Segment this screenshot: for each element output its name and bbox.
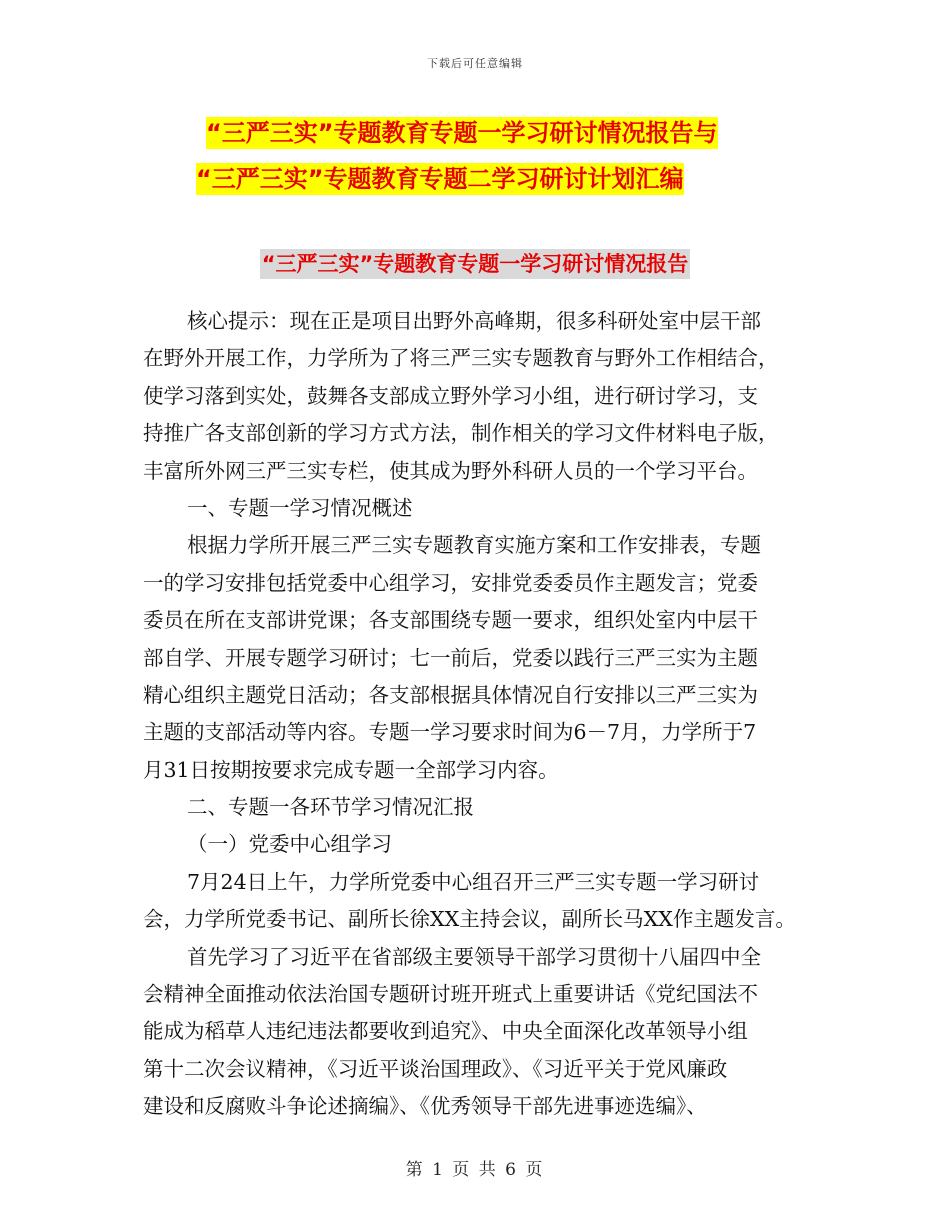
body-line: 会精神全面推动依法治国专题研讨班开班式上重要讲话《党纪国法不 [143,982,758,1007]
section-title [0,248,950,278]
document-body [143,303,813,1126]
document-title-line-1-text: “三严三实”专题教育专题一学习研讨情况报告与 [206,119,718,147]
body-line: 使学习落到实处，鼓舞各支部成立野外学习小组，进行研讨学习，支 [143,383,758,408]
page-header-note: 下载后可任意编辑 [427,57,523,70]
body-subheading-1: （一）党委中心组学习 [187,832,392,857]
body-line: 核心提示：现在正是项目出野外高峰期，很多科研处室中层干部 [187,309,761,333]
body-line: 部自学、开展专题学习研讨；七一前后，党委以践行三严三实为主题 [143,645,758,670]
body-line: 在野外开展工作，力学所为了将三严三实专题教育与野外工作相结合， [143,346,779,371]
body-line: 精心组织主题党日活动；各支部根据具体情况自行安排以三严三实为 [143,682,758,707]
body-line: 建设和反腐败斗争论述摘编》、《优秀领导干部先进事迹选编》、 [143,1094,707,1119]
body-line: 7月24日上午，力学所党委中心组召开三严三实专题一学习研讨 [187,869,760,894]
body-line: 月31日按期按要求完成专题一全部学习内容。 [143,757,559,782]
body-line: 一的学习安排包括党委中心组学习，安排党委委员作主题发言；党委 [143,570,758,595]
body-heading-2: 二、专题一各环节学习情况汇报 [187,795,474,820]
body-line: 能成为稻草人违纪违法都要收到追究》、中央全面深化改革领导小组 [143,1019,748,1044]
document-title-line-2-text: “三严三实”专题教育专题二学习研讨计划汇编 [196,165,684,193]
document-title-line-2 [0,159,950,194]
body-line: 第十二次会议精神，《习近平谈治国理政》、《习近平关于党风廉政 [143,1056,728,1081]
body-line: 首先学习了习近平在省部级主要领导干部学习贯彻十八届四中全 [187,944,761,969]
document-title-line-1 [0,113,950,148]
page-number-footer: 第 1 页 共 6 页 [405,1160,545,1180]
body-heading-1: 一、专题一学习情况概述 [187,495,413,520]
body-line: 持推广各支部创新的学习方式方法，制作相关的学习文件材料电子版， [143,421,779,446]
body-line: 丰富所外网三严三实专栏，使其成为野外科研人员的一个学习平台。 [143,458,758,483]
body-line: 根据力学所开展三严三实专题教育实施方案和工作安排表，专题 [187,533,761,558]
body-line: 主题的支部活动等内容。专题一学习要求时间为6－7月，力学所于7 [143,720,757,745]
body-line: 委员在所在支部讲党课；各支部围绕专题一要求，组织处室内中层干 [143,608,758,633]
section-title-text: “三严三实”专题教育专题一学习研讨情况报告 [260,249,691,279]
body-line: 会，力学所党委书记、副所长徐XX主持会议，副所长马XX作主题发言。 [143,907,796,932]
